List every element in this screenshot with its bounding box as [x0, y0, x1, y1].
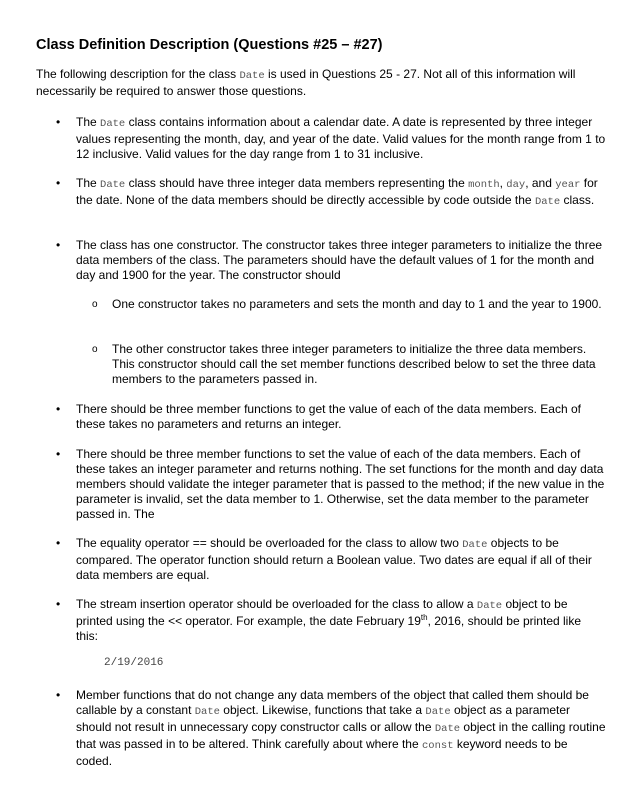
page-title: Class Definition Description (Questions #25 – #27)	[36, 37, 383, 53]
code-date: Date	[534, 196, 561, 208]
bullet-text: The stream insertion operator should be overloaded for the class to allow a Date object to be printed using the << operator. For example, the date February 19th, 2016, should be printed like this:	[76, 597, 582, 643]
code-date: Date	[239, 70, 265, 82]
bullet-icon: •	[56, 447, 61, 461]
code-date: Date	[476, 600, 503, 612]
bullet-text: The class has one constructor. The constructor takes three integer parameters to initialize the three data members of the class. The parameters should have the default values of 1 for the month and day and 1900 for the year. The constructor should	[76, 238, 603, 282]
code-date: Date	[425, 706, 451, 718]
code-date: Date	[100, 179, 126, 191]
sub-bullet-icon: o	[92, 344, 98, 355]
code-const: const	[421, 740, 454, 752]
code-date: Date	[100, 118, 126, 130]
bullet-icon: •	[56, 176, 61, 190]
bullet-icon: •	[56, 536, 61, 550]
bullet-icon: •	[56, 115, 61, 129]
code-year: year	[555, 179, 581, 191]
bullet-text: Member functions that do not change any data members of the object that called them should be callable by a constant Date object. Likewise, functions that take a Date object as a parameter should not result in unnecessary copy constructor calls or allow the Date object in the calling routine that was passed in to be altered. Think carefully about where the const keyword needs to be coded.	[76, 688, 606, 768]
bullet-text: There should be three member functions to set the value of each of the data members. Each of these takes an integer parameter and returns nothing. The set functions for the month and day data members should validate the integer parameter that is passed to the method; if the new value in the parameter is invalid, set the data member to 1. Otherwise, set the data member to the parameter passed in. The	[76, 447, 605, 521]
intro-paragraph	[36, 67, 606, 99]
bullet-text: There should be three member functions to get the value of each of the data members. Each of these takes no parameters and returns an integer.	[76, 402, 581, 431]
bullet-icon: •	[56, 688, 61, 702]
code-month: month	[468, 179, 500, 191]
intro-text: is used in Questions 25 - 27. Not all of this information will necessarily be required to answer those questions.	[36, 67, 576, 98]
sub-bullet-icon: o	[92, 299, 98, 310]
code-date: Date	[194, 706, 220, 718]
code-day: day	[506, 179, 526, 191]
sub-bullet-text: One constructor takes no parameters and sets the month and day to 1 and the year to 1900.	[112, 297, 602, 311]
intro-text: The following description for the class	[36, 67, 240, 81]
superscript: th	[420, 613, 428, 622]
bullet-text: The Date class should have three integer data members representing the month, day, and year for the date. None of the data members should be directly accessible by code outside the Date class.	[76, 176, 598, 208]
example-output: 2/19/2016	[104, 657, 164, 669]
code-date: Date	[434, 723, 461, 735]
bullet-text: The Date class contains information about a calendar date. A date is represented by three integer values representing the month, day, and year of the date. Valid values for the month range from 1 to 12 inclusive. Valid values for the day range from 1 to 31 inclusive.	[76, 115, 606, 161]
sub-bullet-text: The other constructor takes three integer parameters to initialize the three data members. This constructor should call the set member functions described below to set the three data members to the parameters passed in.	[112, 342, 596, 386]
bullet-text: The equality operator == should be overloaded for the class to allow two Date objects to be compared. The operator function should return a Boolean value. Two dates are equal if all of their data members are equal.	[76, 536, 592, 582]
code-date: Date	[462, 539, 488, 551]
bullet-icon: •	[56, 597, 61, 611]
bullet-icon: •	[56, 238, 61, 252]
bullet-icon: •	[56, 402, 61, 416]
